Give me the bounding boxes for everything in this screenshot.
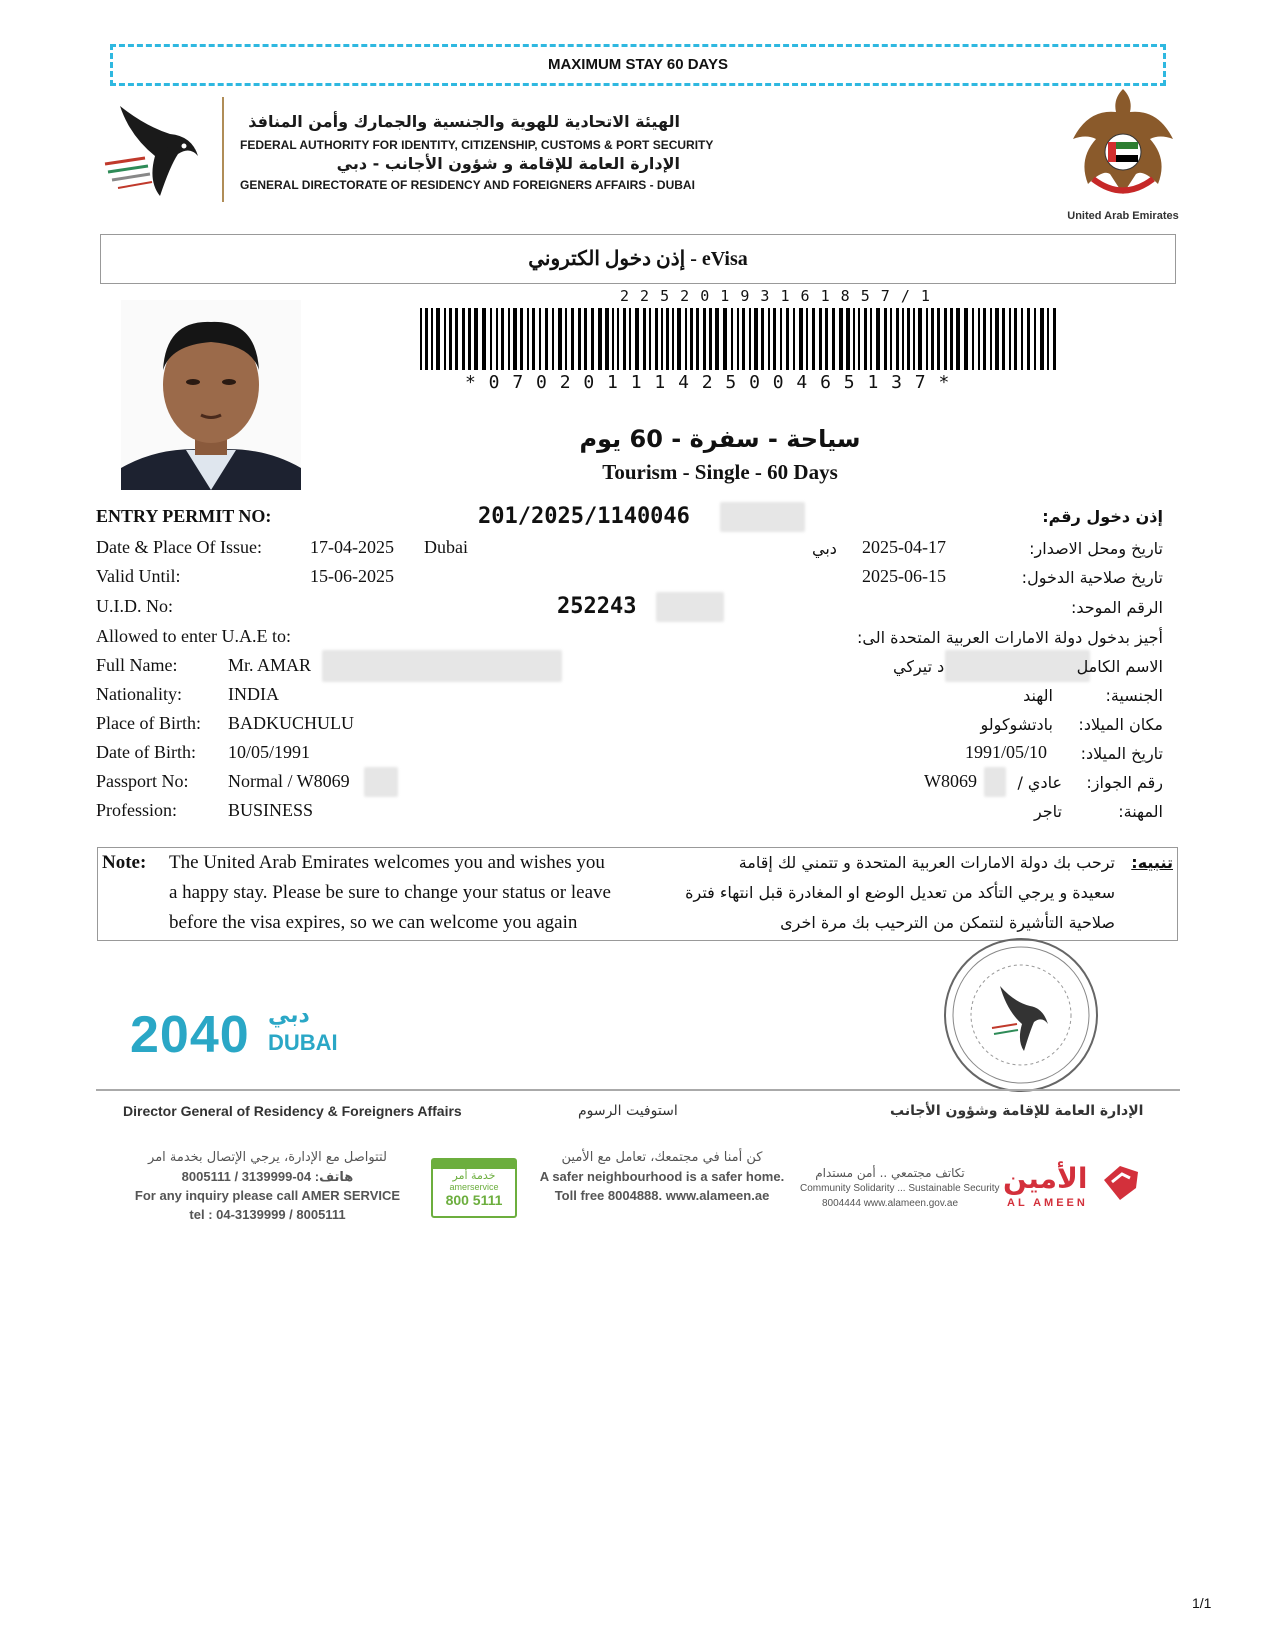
- alameen-ar: كن أمنا في مجتمعك، تعامل مع الأمين: [561, 1150, 763, 1165]
- name-value-ar: د تيركي: [893, 657, 945, 676]
- visa-type-en: Tourism - Single - 60 Days: [602, 460, 838, 484]
- max-stay-banner: MAXIMUM STAY 60 DAYS: [110, 44, 1166, 86]
- note-text-en-3: before the visa expires, so we can welcome you again: [169, 912, 578, 933]
- note-text-en-2: a happy stay. Please be sure to change your status or leave: [169, 882, 611, 903]
- passport-value-en: Normal / W8069: [228, 771, 350, 791]
- solidarity-contact: 8004444 www.alameen.gov.ae: [821, 1198, 959, 1209]
- permit-label-ar: إذن دخول رقم:: [1042, 507, 1163, 526]
- dubai-2040-en: DUBAI: [268, 1030, 338, 1055]
- redaction: [720, 502, 805, 532]
- fees-ar: استوفيت الرسوم: [578, 1103, 678, 1119]
- solidarity-block: [800, 1166, 1000, 1211]
- contact-ar-2: هاتف: 04-3139999 / 8005111: [181, 1169, 354, 1184]
- note-label-en: Note:: [102, 852, 147, 873]
- name-value-en: Mr. AMAR: [228, 655, 312, 675]
- contact-en-2: tel : 04-3139999 / 8005111: [189, 1207, 346, 1222]
- name-label-en: Full Name:: [96, 655, 178, 675]
- amer-en: amerservice: [449, 1182, 499, 1192]
- note-box: [97, 847, 1178, 941]
- alameen-logo-en: AL AMEEN: [1007, 1197, 1088, 1209]
- emblem-caption: United Arab Emirates: [1067, 210, 1179, 222]
- redaction: [945, 650, 1090, 682]
- passport-type-ar: عادي /: [1017, 773, 1062, 792]
- director-en: Director General of Residency & Foreigners Affairs: [123, 1103, 462, 1119]
- visa-type-ar: سياحة - سفرة - 60 يوم: [579, 425, 861, 453]
- dob-label-ar: تاريخ الميلاد:: [1080, 744, 1163, 763]
- profession-value-en: BUSINESS: [228, 800, 314, 820]
- authority-name-en: FEDERAL AUTHORITY FOR IDENTITY, CITIZENSHIP, CUSTOMS & PORT SECURITY: [240, 138, 714, 152]
- note-label-ar: تنبيه:: [1131, 853, 1173, 872]
- dob-label-en: Date of Birth:: [96, 742, 196, 762]
- header-divider: [222, 97, 224, 202]
- dob-value-ar: 1991/05/10: [965, 742, 1048, 762]
- permit-number: 201/2025/1140046: [478, 504, 690, 529]
- dubai-2040-ar: دبي: [268, 1003, 310, 1028]
- issue-place-en: Dubai: [424, 537, 468, 557]
- solidarity-en: Community Solidarity ... Sustainable Security: [800, 1183, 1000, 1194]
- amer-service-logo: [431, 1158, 517, 1218]
- uid-label-en: U.I.D. No:: [96, 596, 173, 616]
- profession-label-en: Profession:: [96, 800, 177, 820]
- nationality-label-ar: الجنسية:: [1105, 686, 1163, 705]
- note-text-en-1: The United Arab Emirates welcomes you and wishes you: [169, 852, 605, 873]
- valid-label-en: Valid Until:: [96, 566, 181, 586]
- issue-date-ar: 2025-04-17: [862, 537, 946, 557]
- evisa-title: إذن دخول الكتروني - eVisa: [100, 234, 1176, 284]
- footer-divider: [96, 1089, 1180, 1091]
- alameen-block: [537, 1148, 787, 1205]
- contact-block: [125, 1148, 410, 1224]
- issue-place-ar: دبي: [812, 539, 837, 558]
- allowed-label-ar: أجيز بدخول دولة الامارات العربية المتحدة الى:: [857, 628, 1163, 647]
- authority-name-ar: الهيئة الاتحادية للهوية والجنسية والجمارك وأمن المنافذ: [248, 112, 680, 131]
- directorate-name-ar: الإدارة العامة للإقامة و شؤون الأجانب - دبي: [336, 154, 680, 173]
- dubai-2040-number: 2040: [130, 1006, 250, 1064]
- alameen-logo-ar: الأمين: [1003, 1162, 1088, 1195]
- uid-label-ar: الرقم الموحد:: [1070, 598, 1163, 617]
- passport-label-ar: رقم الجواز:: [1086, 773, 1163, 792]
- issue-label-ar: تاريخ ومحل الاصدار:: [1029, 539, 1163, 558]
- alameen-en-2: Toll free 8004888. www.alameen.ae: [554, 1188, 770, 1203]
- valid-date-en: 15-06-2025: [310, 566, 394, 586]
- birthplace-value-en: BADKUCHULU: [228, 713, 354, 733]
- allowed-label-en: Allowed to enter U.A.E to:: [96, 626, 291, 646]
- permit-label-en: ENTRY PERMIT NO:: [96, 506, 272, 526]
- redaction: [984, 767, 1006, 797]
- directorate-name-en: GENERAL DIRECTORATE OF RESIDENCY AND FOREIGNERS AFFAIRS - DUBAI: [240, 178, 695, 192]
- barcode-icon: [418, 308, 1058, 370]
- amer-number: 800 5111: [445, 1192, 503, 1208]
- uae-emblem-icon: [1068, 84, 1178, 209]
- solidarity-ar: تكاتف مجتمعي .. أمن مستدام: [815, 1166, 965, 1180]
- birthplace-label-en: Place of Birth:: [96, 713, 201, 733]
- passport-label-en: Passport No:: [96, 771, 189, 791]
- director-ar: الإدارة العامة للإقامة وشؤون الأجانب: [890, 1103, 1144, 1119]
- nationality-value-en: INDIA: [228, 684, 279, 704]
- contact-ar-1: لتتواصل مع الإدارة، يرجي الإتصال بخدمة امر: [148, 1150, 387, 1165]
- valid-date-ar: 2025-06-15: [862, 566, 946, 586]
- nationality-value-ar: الهند: [1023, 686, 1053, 705]
- amer-ar: خدمة أمر: [452, 1169, 496, 1182]
- redaction: [322, 650, 562, 682]
- profession-label-ar: المهنة:: [1118, 802, 1163, 821]
- note-text-ar-1: ترحب بك دولة الامارات العربية المتحدة و تتمني لك إقامة: [738, 853, 1115, 872]
- dob-value-en: 10/05/1991: [228, 742, 311, 762]
- official-stamp-icon: [942, 936, 1100, 1094]
- passport-number-ar: W8069: [924, 771, 977, 791]
- falcon-logo-icon: [100, 96, 215, 206]
- issue-label-en: Date & Place Of Issue:: [96, 537, 262, 557]
- redaction: [656, 592, 724, 622]
- nationality-label-en: Nationality:: [96, 684, 182, 704]
- contact-en-1: For any inquiry please call AMER SERVICE: [134, 1188, 401, 1203]
- note-text-ar-3: صلاحية التأشيرة لنتمكن من الترحيب بك مرة اخرى: [780, 913, 1115, 932]
- page-number: 1/1: [1192, 1595, 1212, 1611]
- profession-value-ar: تاجر: [1033, 802, 1062, 821]
- note-text-ar-2: سعيدة و يرجي التأكد من تعديل الوضع او المغادرة قبل انتهاء فترة: [685, 883, 1115, 902]
- alameen-en-1: A safer neighbourhood is a safer home.: [539, 1169, 785, 1184]
- issue-date-en: 17-04-2025: [310, 537, 394, 557]
- redaction: [364, 767, 398, 797]
- alameen-hands-icon: [1100, 1160, 1142, 1204]
- barcode-top-number: 2 2 5 2 0 1 9 3 1 6 1 8 5 7 / 1: [620, 287, 931, 305]
- birthplace-label-ar: مكان الميلاد:: [1078, 715, 1163, 734]
- birthplace-value-ar: بادتشوكولو: [980, 715, 1053, 734]
- valid-label-ar: تاريخ صلاحية الدخول:: [1021, 568, 1163, 587]
- barcode-bottom-number: * 0 7 0 2 0 1 1 1 4 2 5 0 0 4 6 5 1 3 7 *: [465, 372, 951, 393]
- name-label-ar: الاسم الكامل: [1076, 657, 1163, 676]
- applicant-photo: [121, 300, 301, 490]
- uid-value: 252243: [557, 594, 637, 619]
